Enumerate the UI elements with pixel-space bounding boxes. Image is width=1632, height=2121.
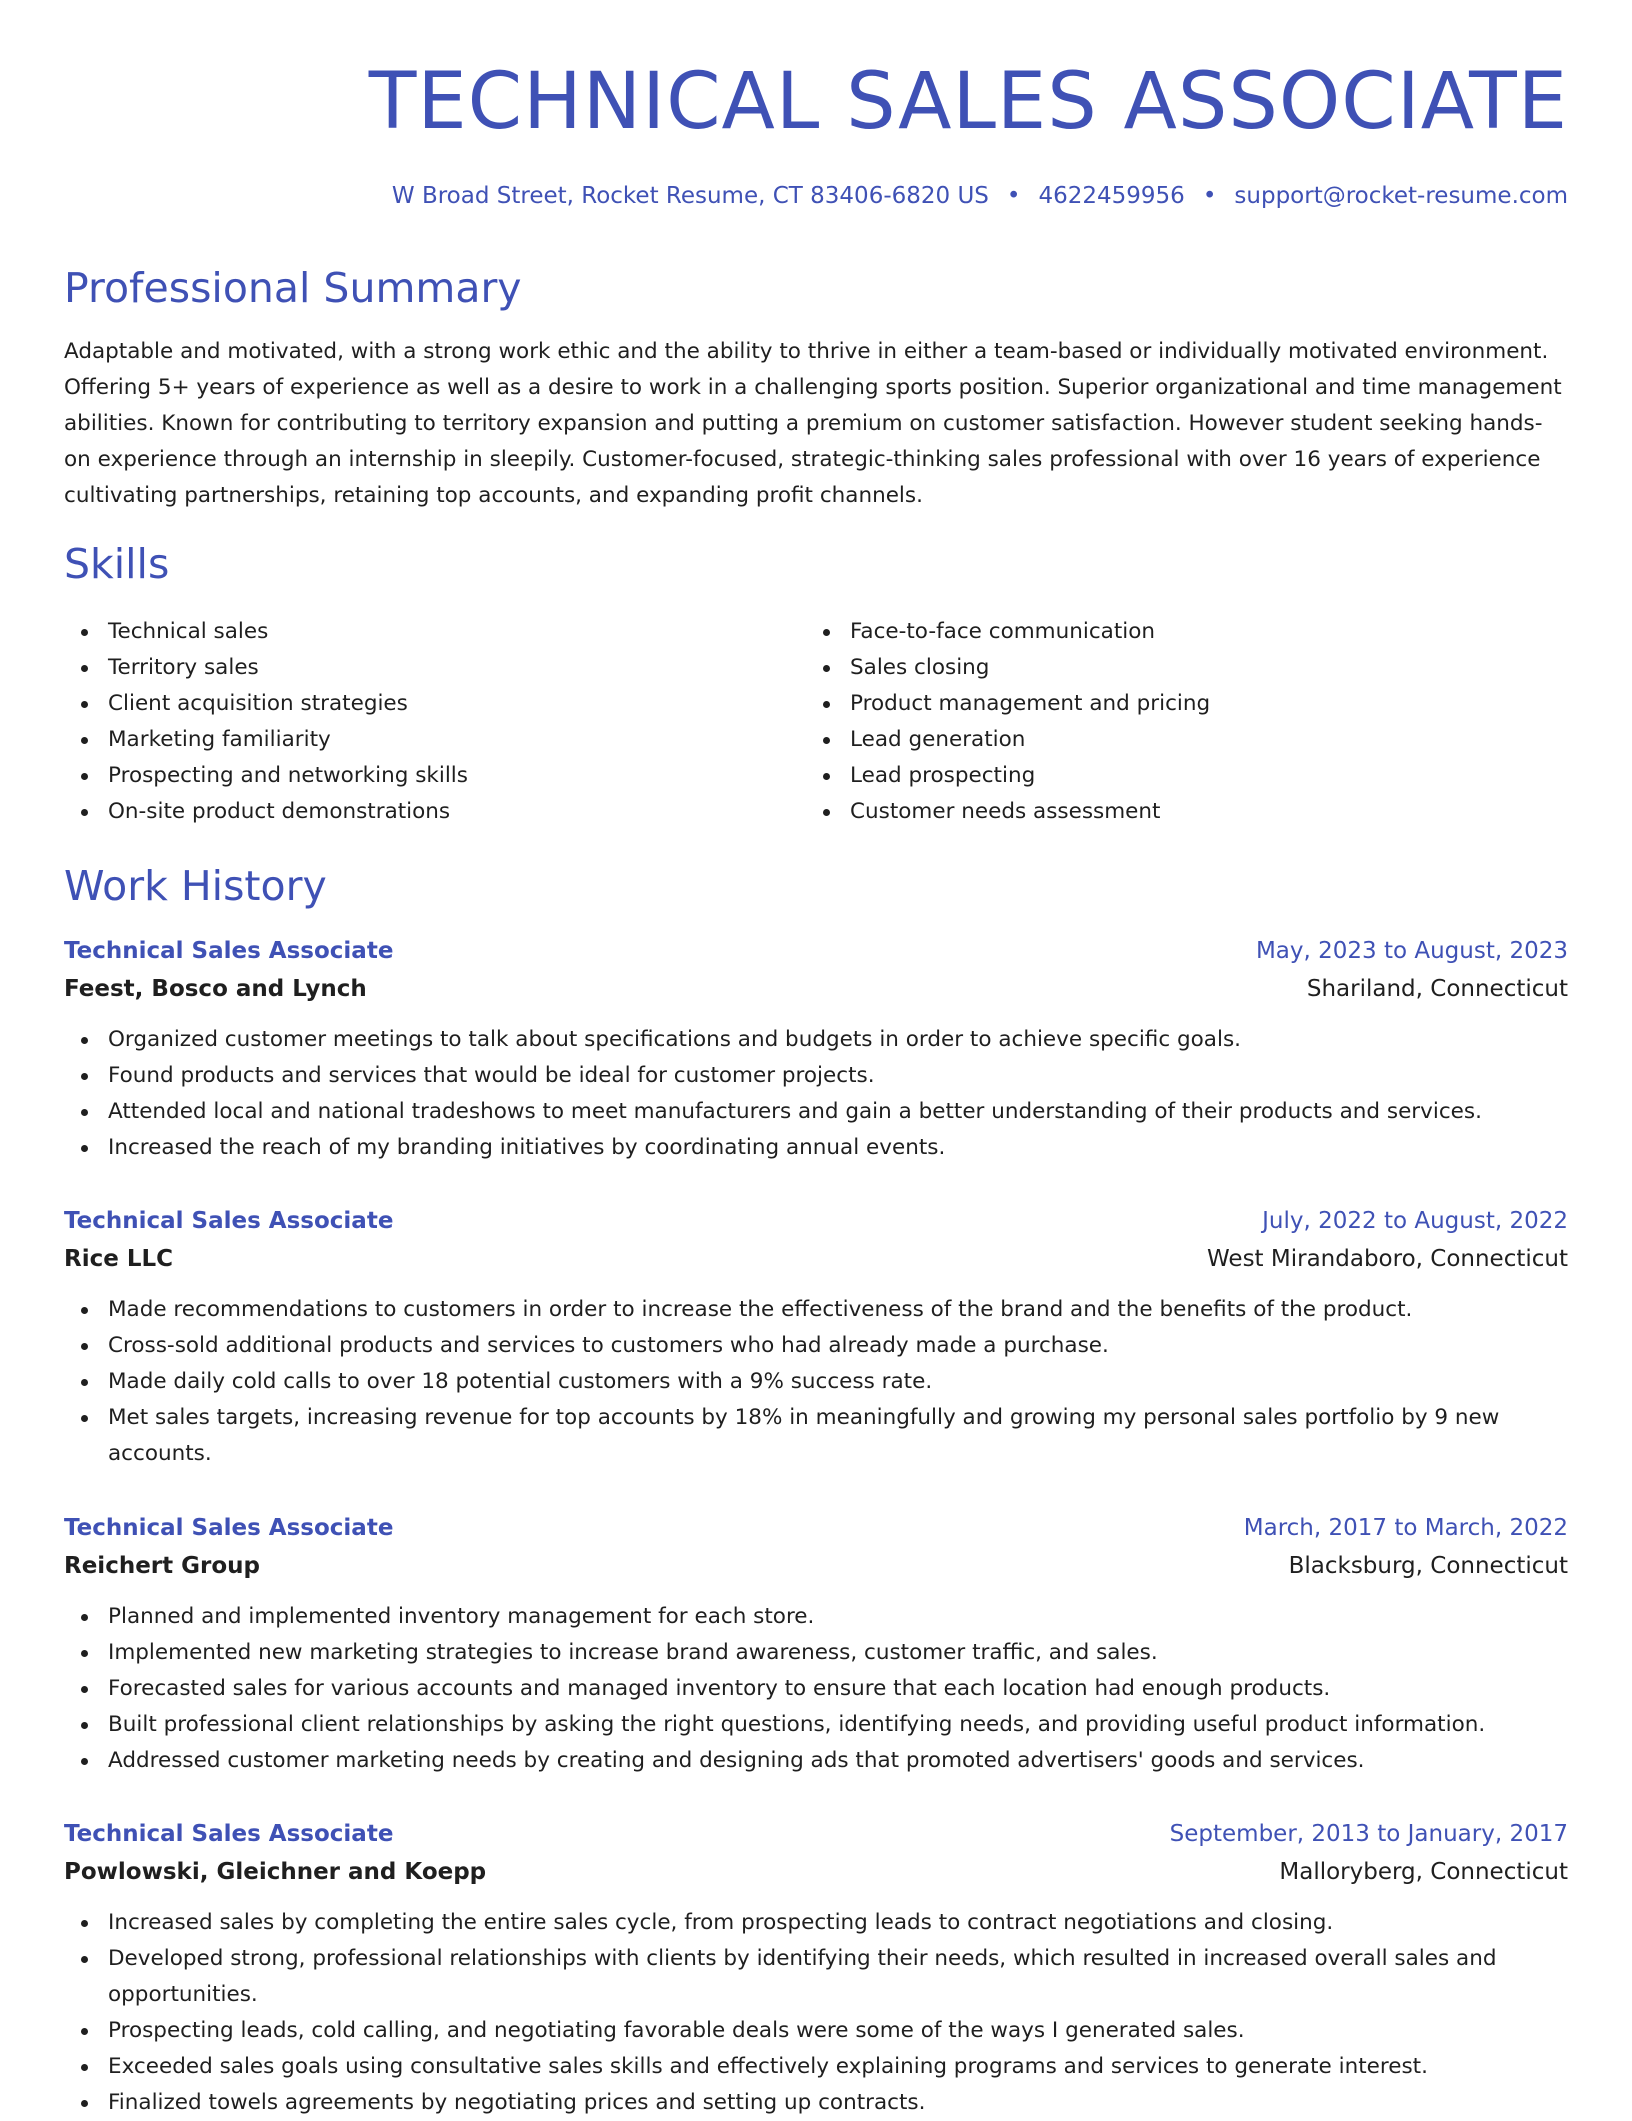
job-bullet: Prospecting leads, cold calling, and negotiating favorable deals were some of the ways I generated sales. <box>64 2013 1568 2049</box>
skill-item: Sales closing <box>806 650 1546 686</box>
skills-list-left <box>64 614 804 830</box>
job-location: Malloryberg, Connecticut <box>1279 1859 1568 1885</box>
job-bullet: Exceeded sales goals using consultative sales skills and effectively explaining programs and services to generate interest. <box>64 2049 1568 2085</box>
skill-item: Face-to-face communication <box>806 614 1546 650</box>
work-history-heading: Work History <box>64 862 327 910</box>
skills-list-right <box>806 614 1546 830</box>
job-bullet: Made recommendations to customers in order to increase the effectiveness of the brand and the benefits of the product. <box>64 1292 1568 1328</box>
contact-separator: • <box>1202 183 1217 209</box>
skill-item: Customer needs assessment <box>806 794 1546 830</box>
job-bullet: Addressed customer marketing needs by creating and designing ads that promoted advertisers' goods and services. <box>64 1743 1568 1779</box>
job-bullet: Increased sales by completing the entire sales cycle, from prospecting leads to contract negotiations and closing. <box>64 1905 1568 1941</box>
job-header-row <box>64 932 1568 970</box>
job-dates: March, 2017 to March, 2022 <box>1243 1515 1568 1541</box>
job-bullet: Met sales targets, increasing revenue for top accounts by 18% in meaningfully and growing my personal sales portfolio by 9 new accounts. <box>64 1400 1568 1472</box>
summary-heading: Professional Summary <box>64 264 522 312</box>
skill-item: Marketing familiarity <box>64 722 804 758</box>
job-entry <box>64 1815 1568 2121</box>
job-bullets <box>64 1022 1568 1166</box>
job-bullet: Planned and implemented inventory management for each store. <box>64 1599 1568 1635</box>
job-company: Rice LLC <box>64 1246 174 1272</box>
contact-line <box>392 180 1568 212</box>
skill-item: Lead generation <box>806 722 1546 758</box>
contact-email[interactable]: support@rocket-resume.com <box>1234 183 1568 209</box>
job-company-row <box>64 1547 1568 1585</box>
job-company: Reichert Group <box>64 1553 261 1579</box>
job-bullets <box>64 1905 1568 2121</box>
job-company: Feest, Bosco and Lynch <box>64 976 367 1002</box>
job-bullet: Found products and services that would be ideal for customer projects. <box>64 1058 1568 1094</box>
job-dates: May, 2023 to August, 2023 <box>1255 938 1568 964</box>
job-title: Technical Sales Associate <box>64 1515 394 1541</box>
contact-address: W Broad Street, Rocket Resume, CT 83406-6820 US <box>391 183 989 209</box>
job-location: West Mirandaboro, Connecticut <box>1207 1246 1568 1272</box>
skill-item: Territory sales <box>64 650 804 686</box>
contact-separator: • <box>1006 183 1021 209</box>
skill-item: On-site product demonstrations <box>64 794 804 830</box>
job-entry <box>64 932 1568 1166</box>
job-header-row <box>64 1815 1568 1853</box>
skill-item: Prospecting and networking skills <box>64 758 804 794</box>
job-bullet: Built professional client relationships by asking the right questions, identifying needs, and providing useful product information. <box>64 1707 1568 1743</box>
job-bullet: Increased the reach of my branding initiatives by coordinating annual events. <box>64 1130 1568 1166</box>
job-bullet: Implemented new marketing strategies to increase brand awareness, customer traffic, and sales. <box>64 1635 1568 1671</box>
skills-heading: Skills <box>64 540 170 588</box>
job-entry <box>64 1202 1568 1472</box>
job-bullets <box>64 1292 1568 1472</box>
summary-text: Adaptable and motivated, with a strong work ethic and the ability to thrive in either a team-based or individually motivated environment. Offering 5+ years of experience as well as a desire to work in a challenging sports position. Superior organizational and time management abilities. Known for contributing to territory expansion and putting a premium on customer satisfaction. However student seeking hands-on experience through an internship in sleepily. Customer-focused, strategic-thinking sales professional with over 16 years of experience cultivating partnerships, retaining top accounts, and expanding profit channels. <box>64 339 1562 508</box>
job-bullet: Attended local and national tradeshows to meet manufacturers and gain a better understanding of their products and services. <box>64 1094 1568 1130</box>
job-bullets <box>64 1599 1568 1779</box>
job-bullet: Forecasted sales for various accounts and managed inventory to ensure that each location had enough products. <box>64 1671 1568 1707</box>
skill-item: Product management and pricing <box>806 686 1546 722</box>
job-company-row <box>64 1240 1568 1278</box>
job-header-row <box>64 1509 1568 1547</box>
job-bullet: Organized customer meetings to talk about specifications and budgets in order to achieve specific goals. <box>64 1022 1568 1058</box>
job-company-row <box>64 970 1568 1008</box>
job-location: Shariland, Connecticut <box>1306 976 1568 1002</box>
job-title: Technical Sales Associate <box>64 1821 394 1847</box>
skill-item: Client acquisition strategies <box>64 686 804 722</box>
job-header-row <box>64 1202 1568 1240</box>
job-bullet: Finalized towels agreements by negotiating prices and setting up contracts. <box>64 2085 1568 2121</box>
job-dates: July, 2022 to August, 2022 <box>1262 1208 1568 1234</box>
skill-item: Technical sales <box>64 614 804 650</box>
contact-phone: 4622459956 <box>1038 183 1185 209</box>
skill-item: Lead prospecting <box>806 758 1546 794</box>
job-company: Powlowski, Gleichner and Koepp <box>64 1859 487 1885</box>
job-dates: September, 2013 to January, 2017 <box>1169 1821 1568 1847</box>
job-bullet: Made daily cold calls to over 18 potential customers with a 9% success rate. <box>64 1364 1568 1400</box>
job-location: Blacksburg, Connecticut <box>1288 1553 1568 1579</box>
job-title: Technical Sales Associate <box>64 938 394 964</box>
job-entry <box>64 1509 1568 1779</box>
resume-title: TECHNICAL SALES ASSOCIATE <box>368 57 1568 147</box>
job-bullet: Cross-sold additional products and services to customers who had already made a purchase. <box>64 1328 1568 1364</box>
job-title: Technical Sales Associate <box>64 1208 394 1234</box>
job-company-row <box>64 1853 1568 1891</box>
job-bullet: Developed strong, professional relationships with clients by identifying their needs, which resulted in increased overall sales and opportunities. <box>64 1941 1568 2013</box>
